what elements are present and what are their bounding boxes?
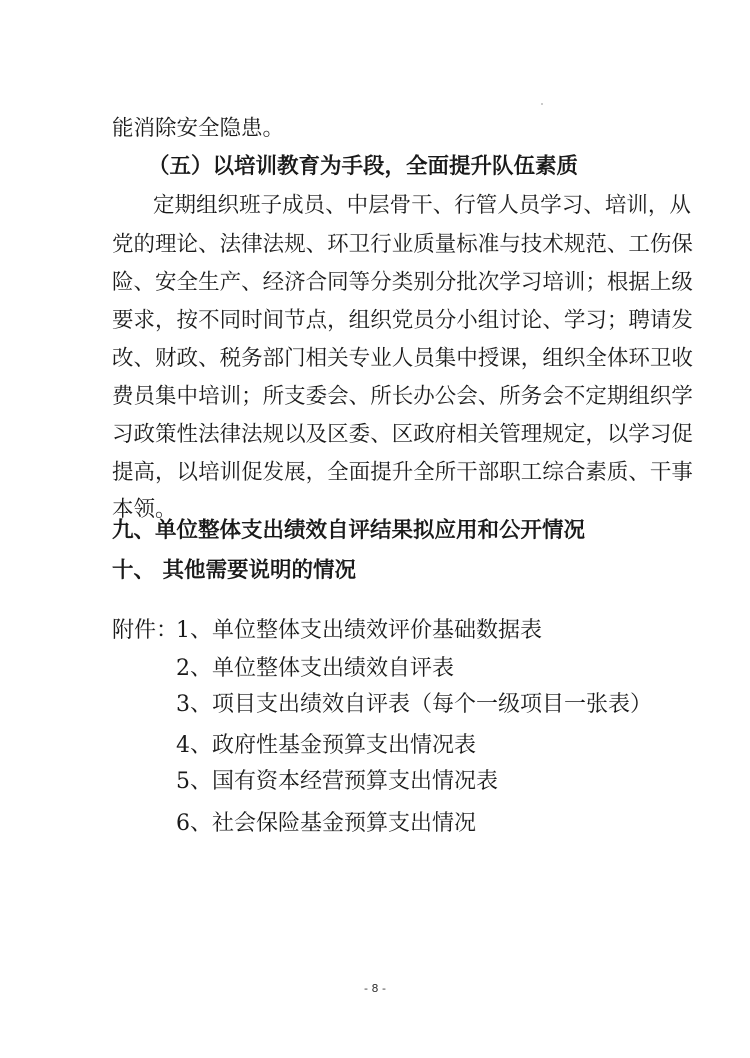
attachment-item: 2、单位整体支出绩效自评表	[176, 656, 454, 681]
section-9-heading: 九、单位整体支出绩效自评结果拟应用和公开情况	[112, 518, 586, 543]
section-5-heading: （五）以培训教育为手段，全面提升队伍素质	[148, 154, 579, 179]
page-number: - 8 -	[364, 982, 386, 995]
attachment-item: 3、项目支出绩效自评表（每个一级项目一张表）	[176, 692, 652, 717]
paragraph-line: 习 政 策 性 法 律 法 规 以 及 区 委 、 区 政 府 相 关 管 理 规 定 ， 以 学 习 促	[112, 422, 693, 447]
intro-line: 能消除安全隐患。	[112, 116, 285, 141]
attachment-item: 5、国有资本经营预算支出情况表	[176, 769, 498, 794]
paragraph-line: 本领。	[112, 497, 177, 522]
paragraph-line: 提 高 ， 以 培 训 促 发 展 ， 全 面 提 升 全 所 干 部 职 工 综 合 素 质 、 干 事	[112, 460, 693, 485]
paragraph-line: 党 的 理 论 、 法 律 法 规 、 环 卫 行 业 质 量 标 准 与 技 术 规 范 、 工 伤 保	[112, 232, 693, 257]
attachments-label: 附件：	[112, 618, 179, 643]
paragraph-line: 定 期 组 织 班 子 成 员 、 中 层 骨 干 、 行 管 人 员 学 习 、 培 训 ， 从	[153, 193, 691, 218]
paragraph-line: 费 员 集 中 培 训 ； 所 支 委 会 、 所 长 办 公 会 、 所 务 会 不 定 期 组 织 学	[112, 384, 693, 409]
section-10-heading: 十、 其他需要说明的情况	[112, 558, 356, 583]
paragraph-line: 要 求 ， 按 不 同 时 间 节 点 ， 组 织 党 员 分 小 组 讨 论 、 学 习 ； 聘 请 发	[112, 308, 693, 333]
paragraph-line: 险 、 安 全 生 产 、 经 济 合 同 等 分 类 别 分 批 次 学 习 培 训 ； 根 据 上 级	[112, 270, 693, 295]
attachment-item: 4、政府性基金预算支出情况表	[176, 733, 476, 758]
attachment-item: 6、社会保险基金预算支出情况	[176, 811, 476, 836]
scan-speck	[541, 103, 543, 105]
paragraph-line: 改 、 财 政 、 税 务 部 门 相 关 专 业 人 员 集 中 授 课 ， 组 织 全 体 环 卫 收	[112, 346, 693, 371]
attachment-item: 1、单位整体支出绩效评价基础数据表	[176, 618, 542, 643]
